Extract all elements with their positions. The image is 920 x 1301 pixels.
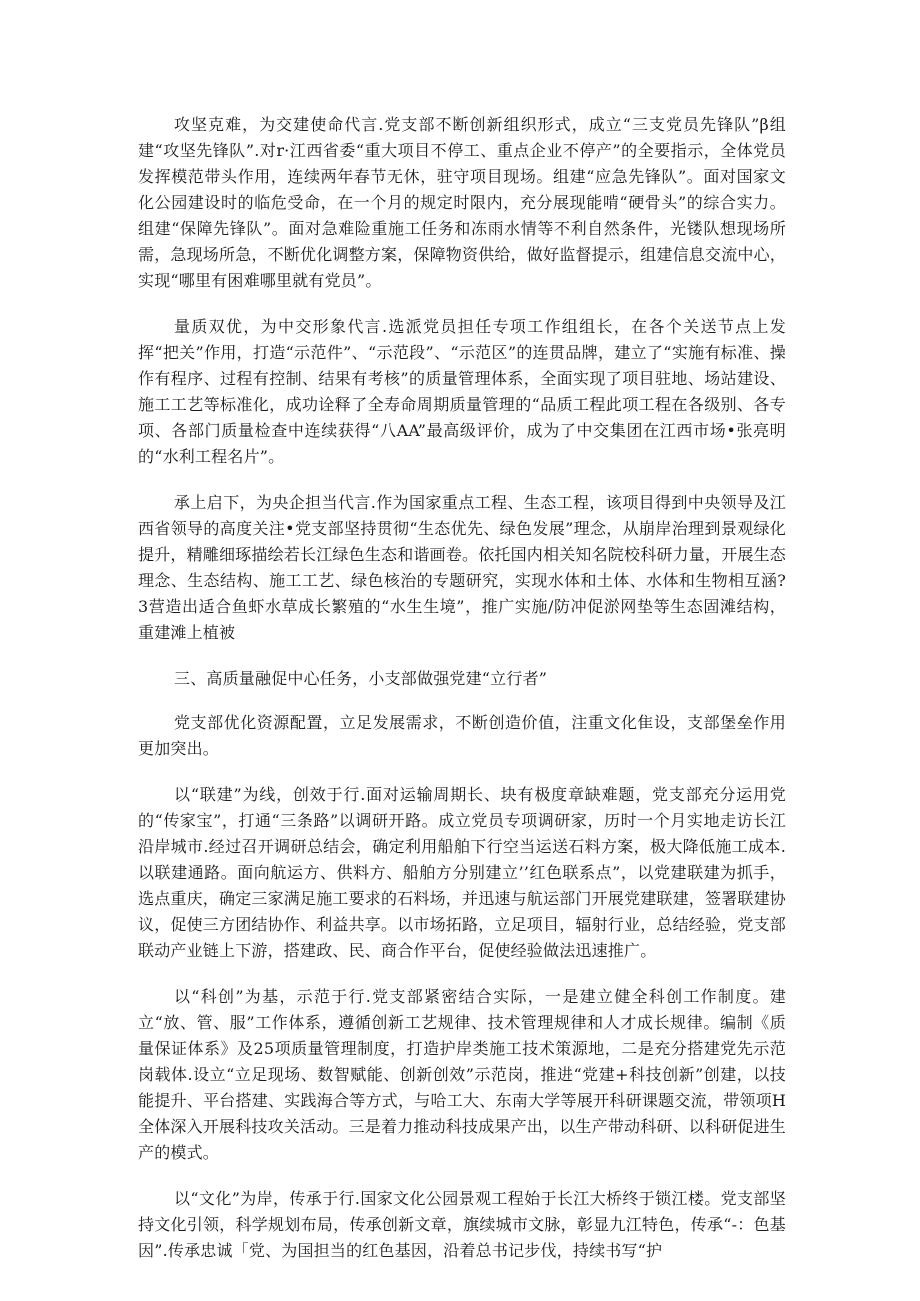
paragraph-pioneer-teams: 攻坚克难，为交建使命代言.党支部不断创新组织形式，成立“三支党员先锋队”β组建“攻坚先锋队”.对r·江西省委“重大项目不停工、重点企业不停产”的全要指示，全体党员发挥模范带头作用，连续两年春节无休，驻守项目现场。组建“应急先锋队”。面对国家文化公园建设时的临危受命，在一个月的规定时限内，充分展现能啃“硬骨头”的综合实力。组建“保障先锋队”。面对急难险重施工任务和冻雨水情等不利自然条件，光镂队想现场所需，急现场所急，不断优化调整方案，保障物资供给，做好监督提示，组建信息交流中心，实现“哪里有困难哪里就有党员”。	[138, 115, 787, 290]
document-page	[138, 112, 786, 1284]
paragraph-ecology: 承上启下，为央企担当代言.作为国家重点工程、生态工程，该项目得到中央领导及江西省领导的高度关注•党支部坚持贯彻“生态优先、绿色发展”理念，从崩岸治理到景观绿化提升，精雕细琢描绘若长江绿色生态和谐画卷。依托国内相关知名院校科研力量，开展生态理念、生态结构、施工工艺、绿色核治的专题研究，实现水体和土体、水体和生物相互涵?3营造出适合鱼虾水草成长繁殖的“水生生境”，推广实施/防冲促淤网垫等生态固滩结构，重建滩上植被	[138, 493, 787, 642]
paragraph-joint-building: 以“联建”为线，创效于行.面对运输周期长、块有极度章缺难题，党支部充分运用党的“传家宝”，打通“三条路”以调研开路。成立党员专项调研家，历时一个月实地走访长江沿岸城市.经过召开调研总结会，确定利用船舶下行空当运送石料方案，极大降低施工成本.以联建通路。面向航运方、供料方、船舶方分别建立’’红色联系点”，以党建联建为抓手，选点重庆，确定三家满足施工要求的石料场，并迅速与航运部门开展党建联建，签署联建协议，促使三方团结协作、利益共享。以市场拓路，立足项目，辐射行业，总结经验，党支部联动产业链上下游，搭建政、民、商合作平台，促使经验做法迅速推广。	[138, 785, 787, 960]
section-heading: 三、高质量融促中心任务，小支部做强党建“立行者”	[174, 669, 548, 688]
paragraph-quality: 量质双优，为中交形象代言.选派党员担任专项工作组组长，在各个关送节点上发挥“把关”作用，打造“示范件”、“示范段”、“示范区”的连贯品牌，建立了“实施有标准、操作有程序、过程有控制、结果有考核”的质量管理体系，全面实现了项目驻地、场站建设、施工工艺等标准化，成功诠释了全寿命周期质量管理的“品质工程此项工程在各级别、各专项、各部门质量检查中连续获得“八AA”最高级评价，成为了中交集团在江西市场•张亮明的“水利工程名片”。	[138, 317, 786, 466]
paragraph-innovation: 以“科创”为基，示范于行.党支部紧密结合实际，一是建立健全科创工作制度。建立“放、管、服”工作体系，遵循创新工艺规律、技术管理规律和人才成长规律。编制《质量保证体系》及25项质量管理制度，打造护岸类施工技术策源地，二是充分搭建党先示范岗载体.设立“立足现场、数智赋能、创新创效”示范岗，推进“党建+科技创新”创建，以技能提升、平台搭建、实践海合等方式，与哈工大、东南大学等展开科研课题交流，带领项H全体深入开展科技攻关活动。三是着力推动科技成果产出，以生产带动科研、以科研促进生产的模式。	[138, 987, 787, 1162]
paragraph-culture: 以“文化”为岸，传承于行.国家文化公园景观工程始于长江大桥终于锁江楼。党支部坚持文化引领，科学规划布局，传承创新文章，旗续城市文脉，彰显九江特色，传承“-：色基因”.传承忠诚「党、为国担当的红色基因，沿着总书记步伐，持续书写“护	[138, 1189, 786, 1260]
paragraph-resources: 党支部优化资源配置，立足发展需求，不断创造价值，注重文化隹设，支部堡垒作用更加突出。	[138, 713, 786, 758]
